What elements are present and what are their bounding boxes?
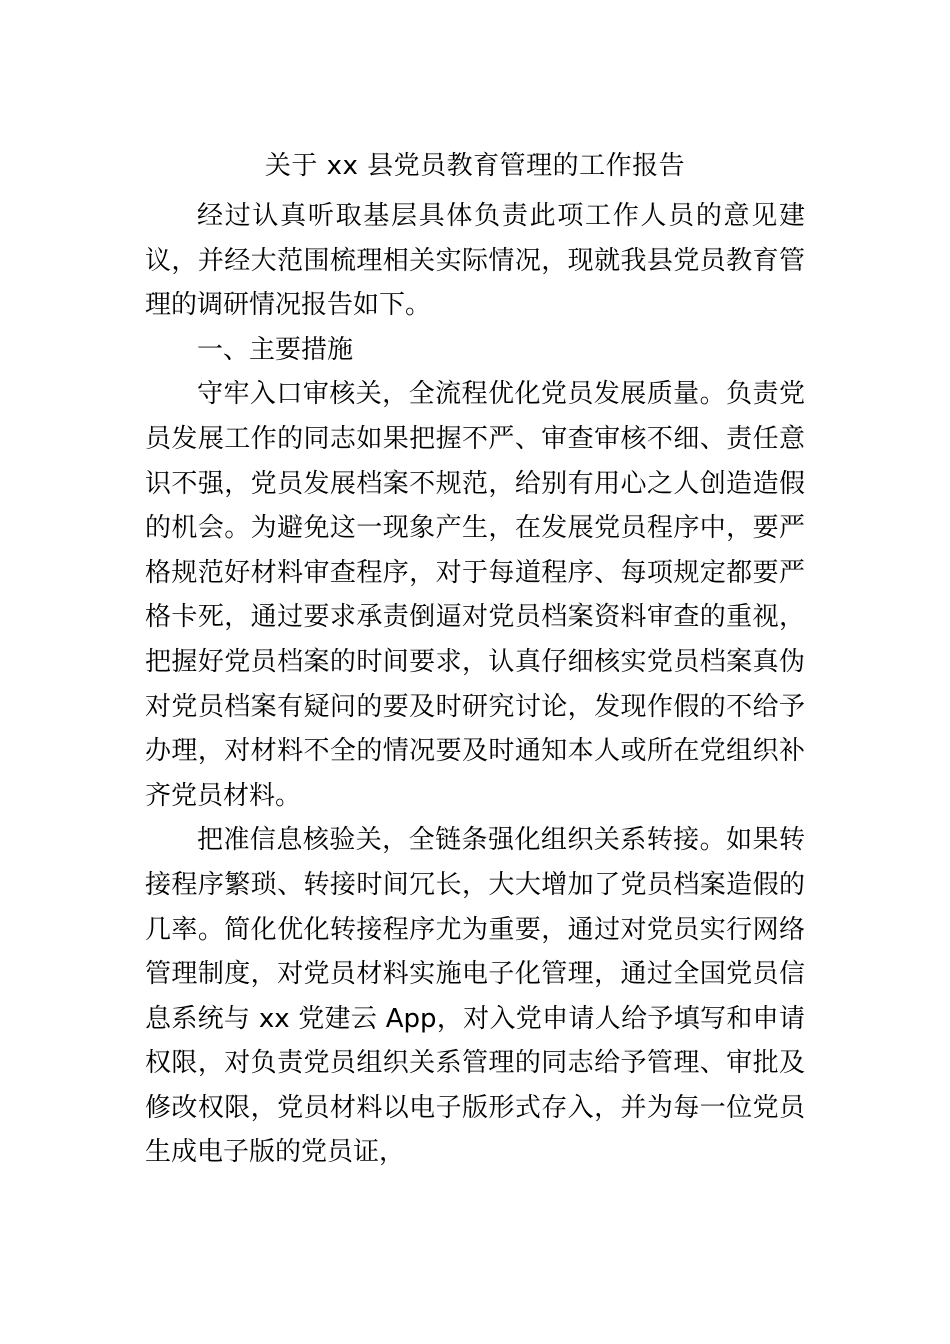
paragraph-intro: 经过认真听取基层具体负责此项工作人员的意见建议，并经大范围梳理相关实际情况，现就我县党员教育管理的调研情况报告如下。 (145, 201, 805, 321)
paragraph-info-verification: 把准信息核验关，全链条强化组织关系转接。如果转接程序繁琐、转接时间冗长，大大增加了党员档案造假的几率。简化优化转接程序尤为重要，通过对党员实行网络管理制度，对党员材料实施电子化管理，通过全国党员信息系统与 xx 党建云 App，对入党申请人给予填写和申请权限，对负责党员组织关系管理的同志给予管理、审批及修改权限，党员材料以电子版形式存入，并为每一位党员生成电子版的党员证， (145, 825, 805, 1168)
document-title: 关于 xx 县党员教育管理的工作报告 (264, 151, 686, 181)
paragraph-entry-review: 守牢入口审核关，全流程优化党员发展质量。负责党员发展工作的同志如果把握不严、审查审核不细、责任意识不强，党员发展档案不规范，给别有用心之人创造造假的机会。为避免这一现象产生，在发展党员程序中，要严格规范好材料审查程序，对于每道程序、每项规定都要严格卡死，通过要求承责倒逼对党员档案资料审查的重视，把握好党员档案的时间要求，认真仔细核实党员档案真伪对党员档案有疑问的要及时研究讨论，发现作假的不给予办理，对材料不全的情况要及时通知本人或所在党组织补齐党员材料。 (145, 379, 805, 811)
section-heading-main-measures: 一、主要措施 (197, 334, 354, 365)
document-body (145, 194, 805, 1175)
